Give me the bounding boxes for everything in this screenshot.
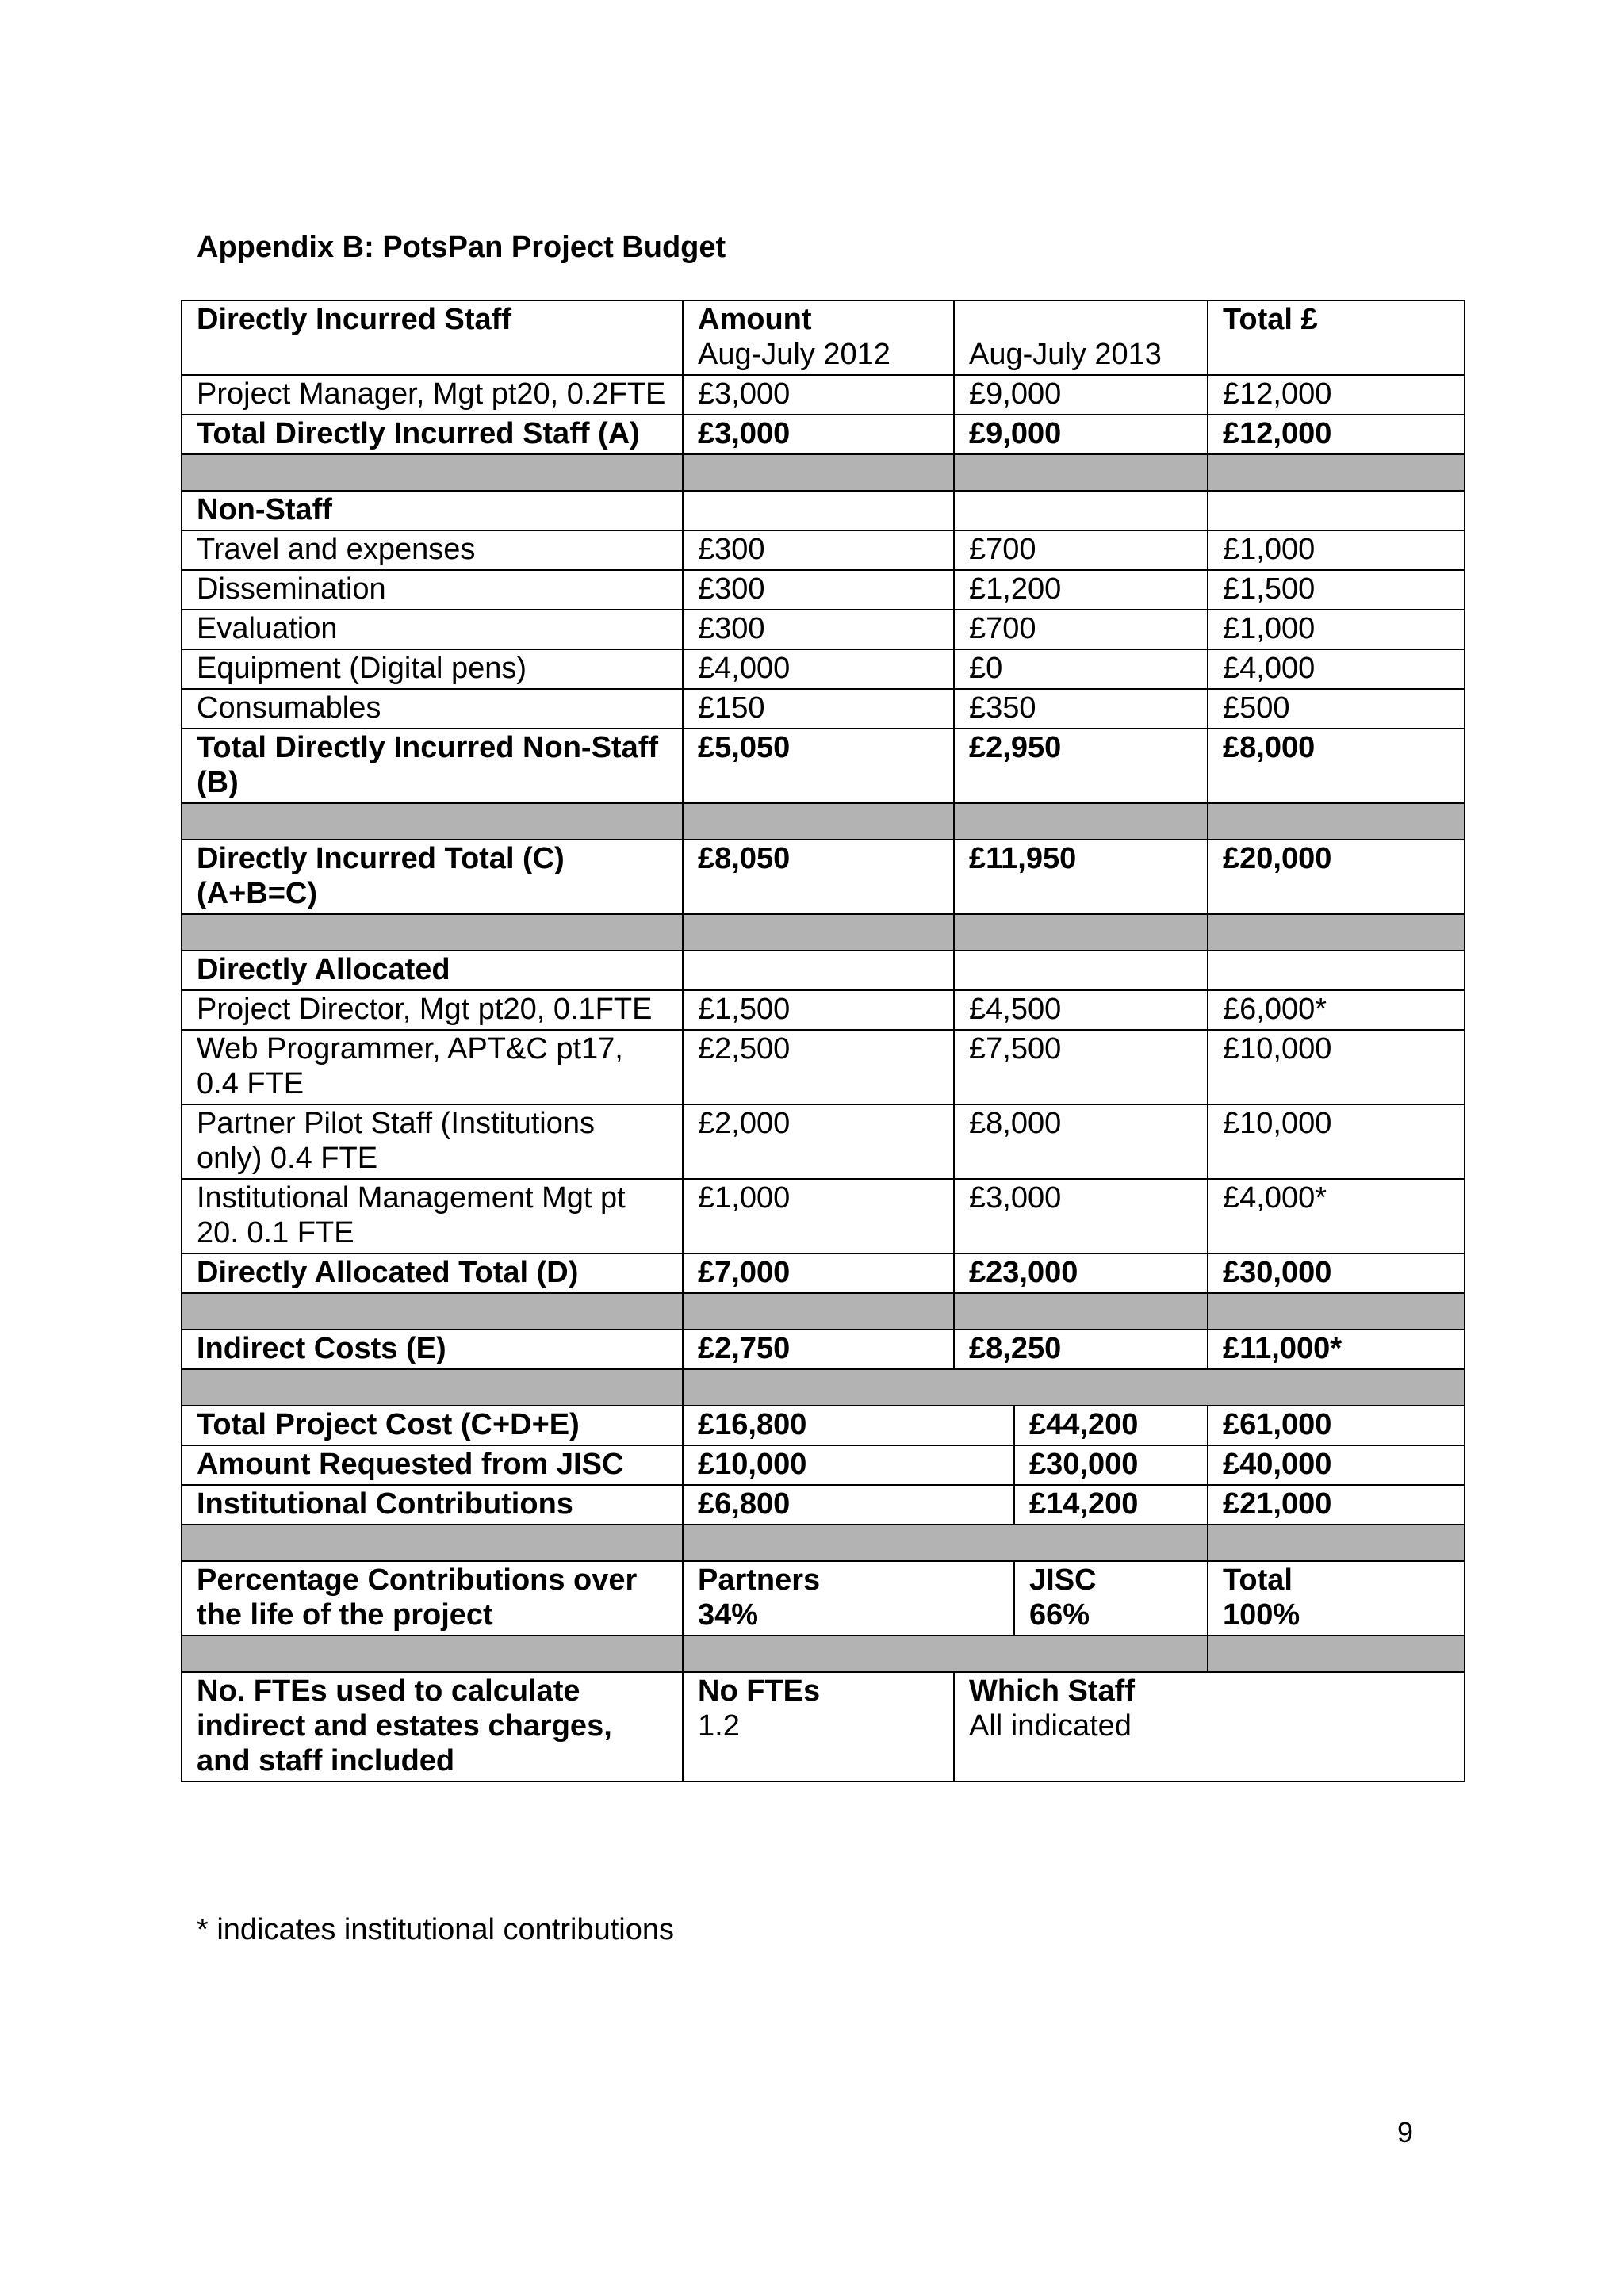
section-heading: Non-Staff xyxy=(182,491,683,530)
row-total: £500 xyxy=(1208,689,1465,729)
partners-value: 34% xyxy=(698,1598,759,1632)
row-label: Percentage Contributions over the life of the project xyxy=(182,1561,683,1636)
row-total: £12,000 xyxy=(1208,415,1465,454)
table-row xyxy=(182,1179,1465,1253)
row-value-2013: £3,000 xyxy=(954,1179,1208,1253)
row-label: Equipment (Digital pens) xyxy=(182,649,683,689)
table-row-fte xyxy=(182,1672,1465,1781)
page-title: Appendix B: PotsPan Project Budget xyxy=(197,231,726,264)
row-value-2013: £350 xyxy=(954,689,1208,729)
shaded-separator xyxy=(182,803,1465,840)
row-value-2013: £4,500 xyxy=(954,990,1208,1030)
header-total: Total £ xyxy=(1208,300,1465,375)
total-value: 100% xyxy=(1223,1598,1300,1632)
row-total: £21,000 xyxy=(1208,1485,1465,1525)
row-label: Project Manager, Mgt pt20, 0.2FTE xyxy=(182,375,683,415)
row-value-2012: £300 xyxy=(683,570,954,610)
row-label: Travel and expenses xyxy=(182,530,683,570)
jisc-value: 66% xyxy=(1029,1598,1090,1632)
row-label: Total Project Cost (C+D+E) xyxy=(182,1406,683,1445)
no-ftes-value: 1.2 xyxy=(698,1709,740,1743)
row-value-2012: £300 xyxy=(683,530,954,570)
row-value-2013: £14,200 xyxy=(1014,1485,1208,1525)
no-ftes-cell xyxy=(683,1672,954,1781)
row-value-2013: £0 xyxy=(954,649,1208,689)
shaded-separator xyxy=(182,1636,1465,1672)
table-row xyxy=(182,375,1465,415)
row-value-2013: £9,000 xyxy=(954,375,1208,415)
row-label: Indirect Costs (E) xyxy=(182,1330,683,1369)
footnote: * indicates institutional contributions xyxy=(197,1913,675,1946)
row-total: £10,000 xyxy=(1208,1030,1465,1104)
row-value-2012: £5,050 xyxy=(683,729,954,803)
row-label: Directly Allocated Total (D) xyxy=(182,1253,683,1293)
row-total: £4,000 xyxy=(1208,649,1465,689)
shaded-separator xyxy=(182,1369,1465,1406)
total-cell xyxy=(1208,1561,1465,1636)
row-total: £1,000 xyxy=(1208,530,1465,570)
row-value-2013: £700 xyxy=(954,610,1208,649)
row-value-2013: £11,950 xyxy=(954,840,1208,914)
row-total: £11,000* xyxy=(1208,1330,1465,1369)
row-value-2012: £4,000 xyxy=(683,649,954,689)
row-total: £12,000 xyxy=(1208,375,1465,415)
row-total: £20,000 xyxy=(1208,840,1465,914)
row-value-2013: £23,000 xyxy=(954,1253,1208,1293)
header-period-2013-cell xyxy=(954,300,1208,375)
table-row xyxy=(182,1030,1465,1104)
header-period-2012: Aug-July 2012 xyxy=(698,338,891,371)
table-row xyxy=(182,649,1465,689)
row-value-2012: £16,800 xyxy=(683,1406,1014,1445)
partners-label: Partners xyxy=(698,1563,821,1597)
table-row-indirect-costs xyxy=(182,1330,1465,1369)
row-label: Institutional Contributions xyxy=(182,1485,683,1525)
table-row xyxy=(182,610,1465,649)
table-row-allocated-total xyxy=(182,1253,1465,1293)
row-label: Dissemination xyxy=(182,570,683,610)
table-row-allocated-heading xyxy=(182,951,1465,990)
row-value-2013: £8,000 xyxy=(954,1104,1208,1179)
header-amount xyxy=(683,300,954,375)
row-value-2013: £7,500 xyxy=(954,1030,1208,1104)
table-row-incurred-total xyxy=(182,840,1465,914)
table-row-staff-total xyxy=(182,415,1465,454)
row-value-2013: £2,950 xyxy=(954,729,1208,803)
row-value-2012: £10,000 xyxy=(683,1445,1014,1485)
row-value-2013: £1,200 xyxy=(954,570,1208,610)
row-total: £30,000 xyxy=(1208,1253,1465,1293)
table-row-percentage-contributions xyxy=(182,1561,1465,1636)
row-value-2013: £700 xyxy=(954,530,1208,570)
row-label: Total Directly Incurred Non-Staff (B) xyxy=(182,729,683,803)
shaded-separator xyxy=(182,1293,1465,1330)
row-value-2013: £30,000 xyxy=(1014,1445,1208,1485)
row-value-2012: £8,050 xyxy=(683,840,954,914)
row-label: No. FTEs used to calculate indirect and estates charges, and staff included xyxy=(182,1672,683,1781)
shaded-separator xyxy=(182,1525,1465,1561)
row-total: £61,000 xyxy=(1208,1406,1465,1445)
row-total: £4,000* xyxy=(1208,1179,1465,1253)
section-heading: Directly Allocated xyxy=(182,951,683,990)
jisc-cell xyxy=(1014,1561,1208,1636)
row-total: £6,000* xyxy=(1208,990,1465,1030)
row-value-2012: £1,500 xyxy=(683,990,954,1030)
row-value-2012: £3,000 xyxy=(683,375,954,415)
table-row-total-project-cost xyxy=(182,1406,1465,1445)
table-row-non-staff-heading xyxy=(182,491,1465,530)
row-total: £40,000 xyxy=(1208,1445,1465,1485)
row-value-2013: £44,200 xyxy=(1014,1406,1208,1445)
row-value-2012: £2,750 xyxy=(683,1330,954,1369)
which-staff-label: Which Staff xyxy=(969,1674,1135,1708)
row-total: £8,000 xyxy=(1208,729,1465,803)
row-value-2013: £8,250 xyxy=(954,1330,1208,1369)
budget-table xyxy=(181,300,1465,1782)
table-row xyxy=(182,530,1465,570)
which-staff-value: All indicated xyxy=(969,1709,1132,1743)
row-value-2012: £1,000 xyxy=(683,1179,954,1253)
table-row-institutional-contributions xyxy=(182,1485,1465,1525)
partners-cell xyxy=(683,1561,1014,1636)
row-value-2012: £7,000 xyxy=(683,1253,954,1293)
table-row xyxy=(182,1104,1465,1179)
table-row-amount-requested xyxy=(182,1445,1465,1485)
row-label: Evaluation xyxy=(182,610,683,649)
page-number: 9 xyxy=(1397,2116,1414,2149)
shaded-separator xyxy=(182,454,1465,491)
row-value-2012: £6,800 xyxy=(683,1485,1014,1525)
no-ftes-label: No FTEs xyxy=(698,1674,821,1708)
table-row xyxy=(182,990,1465,1030)
which-staff-cell xyxy=(954,1672,1465,1781)
row-label: Web Programmer, APT&C pt17, 0.4 FTE xyxy=(182,1030,683,1104)
row-value-2012: £150 xyxy=(683,689,954,729)
table-row xyxy=(182,570,1465,610)
jisc-label: JISC xyxy=(1029,1563,1097,1597)
table-row-non-staff-total xyxy=(182,729,1465,803)
table-row xyxy=(182,689,1465,729)
row-value-2012: £2,500 xyxy=(683,1030,954,1104)
row-total: £1,000 xyxy=(1208,610,1465,649)
row-value-2012: £2,000 xyxy=(683,1104,954,1179)
header-directly-incurred-staff: Directly Incurred Staff xyxy=(182,300,683,375)
row-label: Partner Pilot Staff (Institutions only) 0.4 FTE xyxy=(182,1104,683,1179)
row-total: £1,500 xyxy=(1208,570,1465,610)
row-label: Directly Incurred Total (C) (A+B=C) xyxy=(182,840,683,914)
row-label: Project Director, Mgt pt20, 0.1FTE xyxy=(182,990,683,1030)
total-label: Total xyxy=(1223,1563,1293,1597)
header-period-2013: Aug-July 2013 xyxy=(969,338,1162,371)
shaded-separator xyxy=(182,914,1465,951)
row-label: Consumables xyxy=(182,689,683,729)
row-value-2012: £3,000 xyxy=(683,415,954,454)
row-label: Total Directly Incurred Staff (A) xyxy=(182,415,683,454)
row-value-2012: £300 xyxy=(683,610,954,649)
table-header-row xyxy=(182,300,1465,375)
row-label: Institutional Management Mgt pt 20. 0.1 FTE xyxy=(182,1179,683,1253)
row-total: £10,000 xyxy=(1208,1104,1465,1179)
row-label: Amount Requested from JISC xyxy=(182,1445,683,1485)
row-value-2013: £9,000 xyxy=(954,415,1208,454)
header-amount-title: Amount xyxy=(698,303,812,336)
